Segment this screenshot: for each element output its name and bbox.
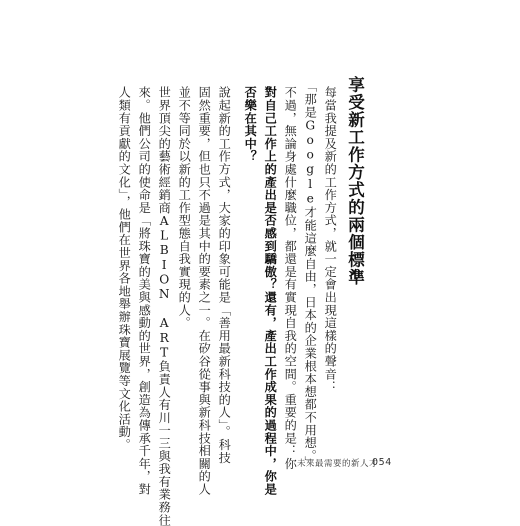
body-column-2: 「那是Google才能這麼自由，日本的企業根本想都不用想。」 xyxy=(303,80,318,469)
footer-book-title: 未來最需要的新人才 xyxy=(297,459,379,469)
page-number: 054 xyxy=(372,457,392,468)
body-column-10: 來。他們公司的使命是「將珠寶的美與感動的世界，創造為傳承千年，對 xyxy=(137,86,152,496)
body-column-8: 並不等同於以新的工作型態自我實現的人。 xyxy=(177,86,192,330)
body-column-9: 世界頂尖的藝術經銷商ALBION ART負責人有川一三與我有業務往 xyxy=(157,86,172,526)
body-column-1: 每當我提及新的工作方式，就一定會出現這樣的聲音： xyxy=(323,86,338,394)
body-column-7: 固然重要，但也只不過是其中的要素之一。在矽谷從事與新科技相關的人 xyxy=(197,86,212,496)
body-column-5: 否樂在其中？ xyxy=(243,86,258,163)
body-column-6: 說起新的工作方式，大家的印象可能是「善用最新科技的人」。科技 xyxy=(217,86,232,464)
body-column-11: 人類有貢獻的文化」，他們在世界各地舉辦珠寶展覽等文化活動。 xyxy=(117,86,132,452)
body-column-4: 對自己工作上的產出是否感到驕傲？還有，產出工作成果的過程中，你是 xyxy=(263,86,278,496)
body-column-3: 不過，無論身處什麼職位，都還是有實現自我的空間。重要的是：你 xyxy=(283,86,298,470)
section-title: 享受新工作方式的兩個標準 xyxy=(345,76,365,286)
